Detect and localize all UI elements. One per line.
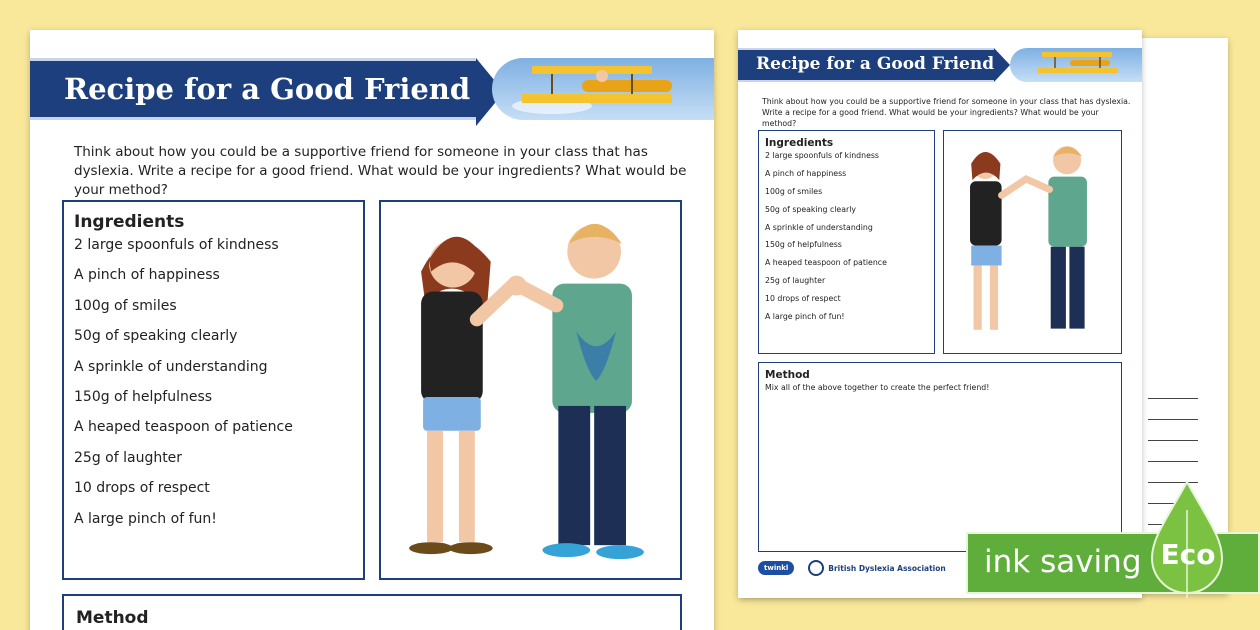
preview-method-title: Method xyxy=(765,369,810,381)
list-item: A large pinch of fun! xyxy=(765,312,845,322)
ingredients-list xyxy=(74,234,353,538)
airplane-illustration xyxy=(1010,48,1142,82)
list-item: 50g of speaking clearly xyxy=(74,328,238,345)
preview-worksheet-page xyxy=(738,30,1142,598)
list-item: 2 large spoonfuls of kindness xyxy=(765,151,879,160)
list-item: A heaped teaspoon of patience xyxy=(74,419,293,436)
list-item: 25g of laughter xyxy=(765,276,826,286)
list-item: 150g of helpfulness xyxy=(74,388,213,405)
twinkl-logo: twinkl xyxy=(758,561,794,575)
list-item: A heaped teaspoon of patience xyxy=(765,258,887,268)
method-title: Method xyxy=(76,608,149,628)
list-item: 10 drops of respect xyxy=(74,480,210,497)
instructions-text: Think about how you could be a supportive friend for someone in your class that has dyslexia. Write a recipe for a good friend. What would be your ingredients? What would be your method? xyxy=(74,144,687,198)
ingredients-title: Ingredients xyxy=(74,212,185,232)
ingredients-box xyxy=(62,200,365,580)
preview-intro: Think about how you could be a supportive friend for someone in your class that has dyslexia. Write a recipe for a good friend. What would be your ingredients? What would be your method? xyxy=(762,97,1131,128)
list-item: 2 large spoonfuls of kindness xyxy=(74,237,279,253)
list-item: A large pinch of fun! xyxy=(74,510,217,527)
list-item: 25g of laughter xyxy=(74,449,183,466)
page-title: Recipe for a Good Friend xyxy=(30,58,476,120)
preview-ingredients-list xyxy=(765,149,928,328)
list-item: 100g of smiles xyxy=(74,297,177,314)
list-item: A pinch of happiness xyxy=(765,168,847,178)
footer-logos xyxy=(758,560,946,576)
list-item: A sprinkle of understanding xyxy=(74,358,268,375)
list-item: 50g of speaking clearly xyxy=(765,204,856,214)
airplane-illustration xyxy=(492,58,714,120)
friends-handshake-illustration xyxy=(379,200,682,580)
list-item: 150g of helpfulness xyxy=(765,240,842,250)
list-item: 100g of smiles xyxy=(765,186,823,196)
preview-ingredients-box xyxy=(758,130,935,354)
list-item: A sprinkle of understanding xyxy=(765,222,873,232)
method-box xyxy=(62,594,682,630)
bda-mark-icon xyxy=(808,560,824,576)
preview-friends-illustration xyxy=(943,130,1122,354)
bda-logo-text: British Dyslexia Association xyxy=(828,563,946,573)
eco-label: Eco xyxy=(1160,538,1216,571)
main-worksheet-page xyxy=(30,30,714,630)
preview-title: Recipe for a Good Friend xyxy=(738,48,994,82)
ink-saving-label: ink saving xyxy=(984,544,1142,580)
preview-method-text: Mix all of the above together to create the perfect friend! xyxy=(765,383,990,392)
list-item: 10 drops of respect xyxy=(765,294,841,304)
preview-method-box xyxy=(758,362,1122,552)
preview-ingredients-title: Ingredients xyxy=(765,137,834,149)
list-item: A pinch of happiness xyxy=(74,267,220,284)
bda-logo xyxy=(808,560,945,576)
